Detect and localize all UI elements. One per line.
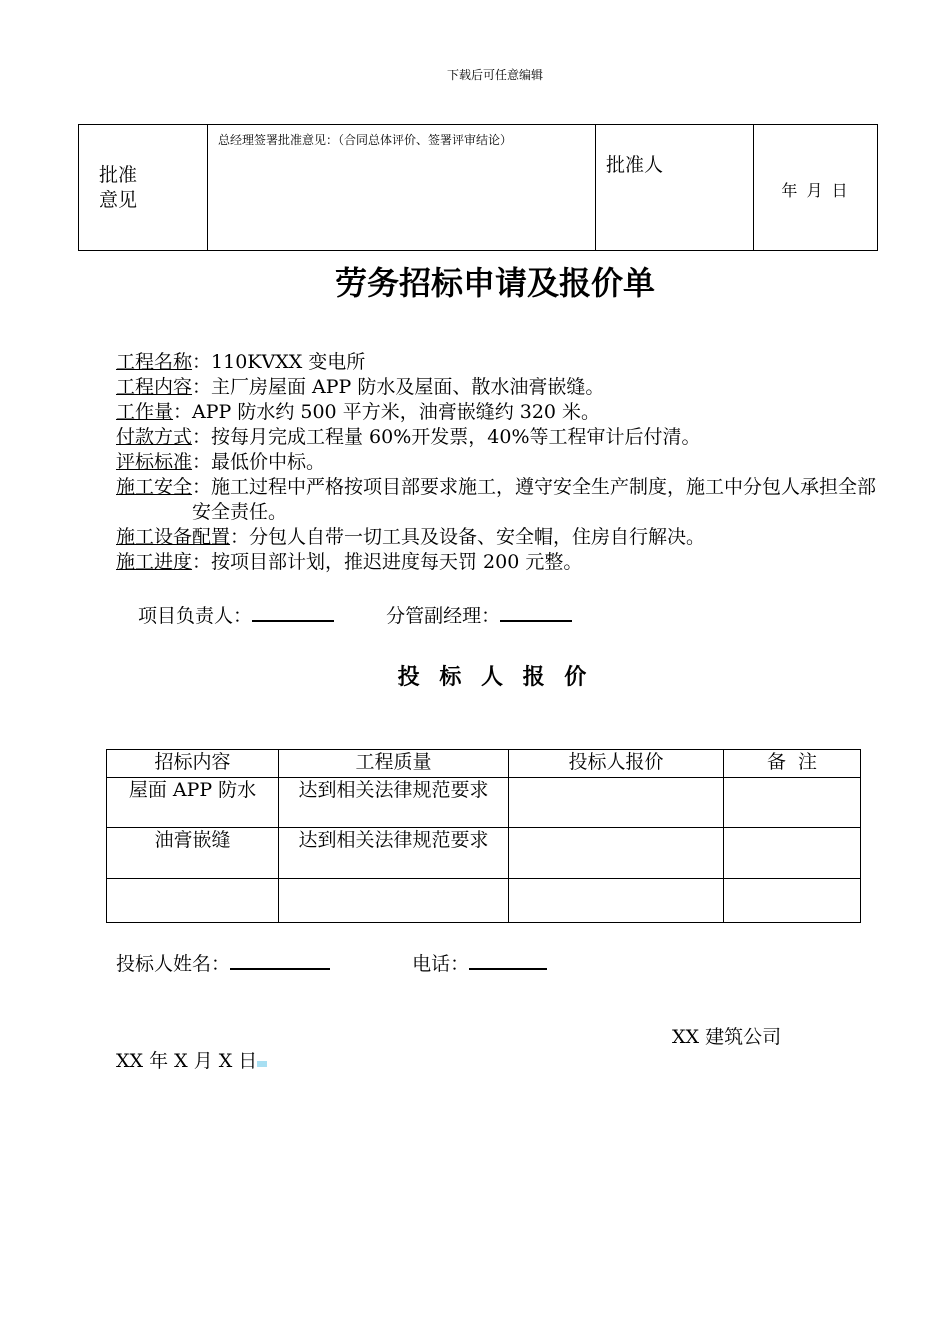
bidder-phone-blank[interactable]: [469, 948, 547, 970]
info-value: ：按每月完成工程量 60%开发票，40%等工程审计后付清。: [192, 426, 701, 448]
approval-label-line2: 意见: [99, 189, 138, 211]
info-row: [116, 350, 886, 375]
info-row: [116, 450, 886, 475]
company-name: XX 建筑公司: [672, 1026, 782, 1048]
project-info: [116, 350, 886, 575]
quote-cell-remark[interactable]: [724, 828, 861, 879]
info-key: 施工进度: [116, 551, 193, 573]
quote-subtitle: 投 标 人 报 价: [397, 664, 593, 690]
quote-cell-remark[interactable]: [724, 778, 861, 828]
approver-cell[interactable]: [596, 125, 754, 251]
bidder-name-label: 投标人姓名：: [116, 953, 231, 975]
header-note: 下载后可任意编辑: [446, 68, 543, 82]
quote-header: 招标内容: [107, 750, 279, 778]
quote-header: 工程质量: [279, 750, 509, 778]
info-key: 付款方式: [116, 426, 193, 448]
approval-table: [78, 124, 878, 251]
info-value: ：110KVXX 变电所: [192, 351, 366, 373]
info-key: 工程内容: [116, 376, 193, 398]
info-key: 工程名称: [116, 351, 193, 373]
table-row: [107, 879, 861, 923]
bidder-phone-label: 电话：: [412, 953, 470, 975]
approval-date: 年 月 日: [781, 181, 850, 200]
quote-cell-price[interactable]: [509, 778, 724, 828]
info-value: ：主厂房屋面 APP 防水及屋面、散水油膏嵌缝。: [192, 376, 605, 398]
quote-cell-quality-text: 达到相关法律规范要求: [298, 779, 489, 801]
approval-opinion-cell[interactable]: [208, 125, 596, 251]
info-key: 评标标准: [116, 451, 193, 473]
page-title: 劳务招标申请及报价单: [334, 264, 655, 302]
quote-cell-quality: [279, 828, 509, 879]
quote-cell-item[interactable]: [107, 879, 279, 923]
info-row: [116, 375, 886, 400]
quote-header: 备 注: [724, 750, 861, 778]
document-date-line: [116, 1046, 267, 1073]
approval-label-cell: [79, 125, 208, 251]
quote-cell-item: 屋面 APP 防水: [107, 778, 279, 828]
deputy-manager-label: 分管副经理：: [386, 605, 501, 627]
info-row: [116, 475, 886, 525]
quote-header: 投标人报价: [509, 750, 724, 778]
quote-cell-quality[interactable]: [279, 879, 509, 923]
quote-table: [106, 749, 861, 923]
approval-date-cell[interactable]: [754, 125, 878, 251]
info-key: 工作量: [116, 401, 174, 423]
info-row: [116, 550, 886, 575]
quote-cell-remark[interactable]: [724, 879, 861, 923]
bidder-name-blank[interactable]: [230, 948, 330, 970]
quote-cell-quality: [279, 778, 509, 828]
quote-header-row: [107, 750, 861, 778]
table-row: [107, 778, 861, 828]
info-row: [116, 425, 886, 450]
approver-label: 批准人: [606, 154, 664, 176]
info-value: ：按项目部计划，推迟进度每天罚 200 元整。: [192, 551, 583, 573]
quote-cell-quality-text: 达到相关法律规范要求: [298, 829, 489, 851]
info-value: ：分包人自带一切工具及设备、安全帽，住房自行解决。: [230, 526, 706, 548]
info-value: ：APP 防水约 500 平方米，油膏嵌缝约 320 米。: [173, 401, 601, 423]
table-row: [107, 828, 861, 879]
project-lead-label: 项目负责人：: [138, 605, 253, 627]
text-cursor-icon: [257, 1061, 267, 1067]
info-value: ：最低价中标。: [192, 451, 326, 473]
approval-opinion-note: 总经理签署批准意见：（合同总体评价、签署评审结论）: [218, 133, 513, 147]
approval-label-line1: 批准: [99, 164, 138, 186]
info-key: 施工设备配置: [116, 526, 231, 548]
info-key: 施工安全: [116, 476, 193, 498]
info-value: ：施工过程中严格按项目部要求施工，遵守安全生产制度，施工中分包人承担全部安全责任。: [192, 476, 877, 523]
info-row: [116, 525, 886, 550]
bidder-line: [116, 948, 547, 976]
quote-cell-price[interactable]: [509, 828, 724, 879]
document-date: XX 年 X 月 X 日: [116, 1050, 258, 1072]
quote-cell-item: 油膏嵌缝: [107, 828, 279, 879]
project-lead-blank[interactable]: [252, 600, 334, 622]
info-row: [116, 400, 886, 425]
deputy-manager-blank[interactable]: [500, 600, 572, 622]
signers-line: [138, 600, 572, 628]
quote-cell-price[interactable]: [509, 879, 724, 923]
